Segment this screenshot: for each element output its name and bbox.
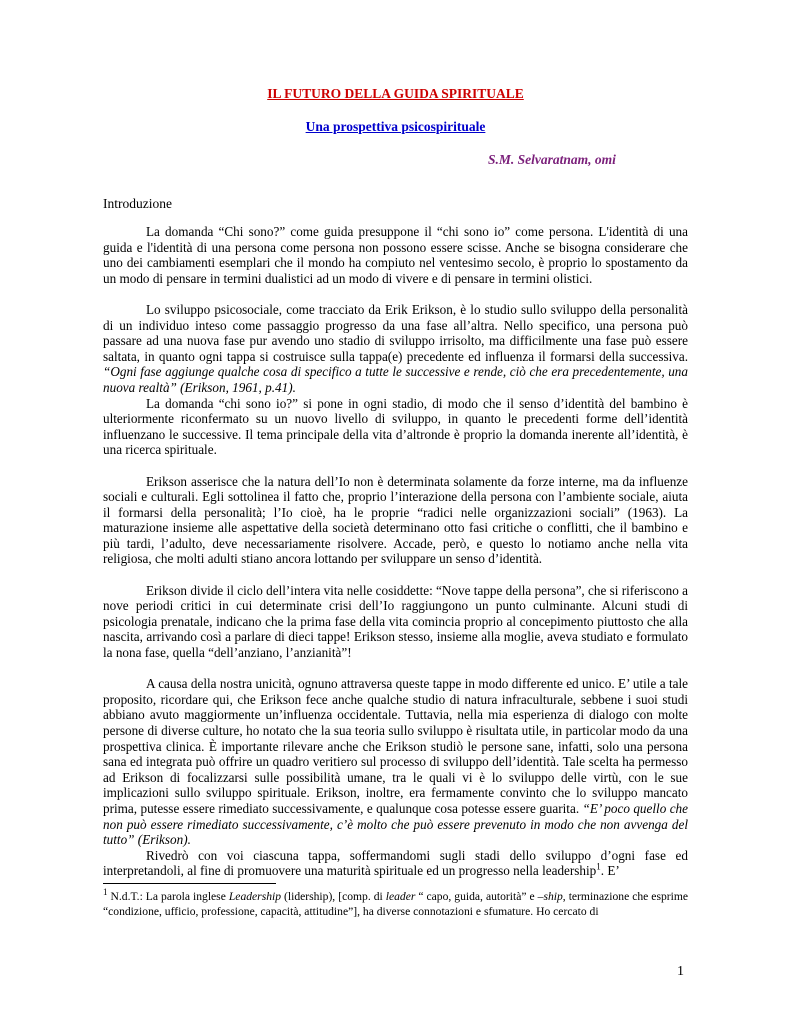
footnote-term: Leadership [228, 890, 282, 903]
document-title: IL FUTURO DELLA GUIDA SPIRITUALE [267, 86, 524, 101]
paragraph: Erikson divide il ciclo dell’intera vita nelle cosiddette: “Nove tappe della persona”, che si riferiscono a nove periodi critici in cui determinate crisi dell’Io raggiungono un punto culminante. Alcuni studi di psicologia prenatale, indicano che la prima fase della vita comincia proprio al concepimento piuttosto che alla nascita, arrivando così a parlare di dieci tappe! Erikson stesso, insieme alla moglie, aveva studiato e formulato la nona fase, quella “dell’anziano, l’anzianità”! [103, 582, 688, 661]
paragraph-text: A causa della nostra unicità, ognuno attraversa queste tappe in modo differente ed unico. E’ utile a tale proposito, ricordare qui, che Erikson fece anche qualche studio di natura infraculturale, sebbene i suoi studi abbiano avuto maggiormente un’influenza occidentale. Tuttavia, nella mia esperienza di dialogo con molte persone di diverse culture, ho notato che la sua teoria sullo sviluppo è risultata utile, in particolar modo da una prospettiva clinica. È importante rilevare anche che Erikson studiò le persone sane, infatti, solo una persona sana ed integrata può offrire un quadro veritiero sul processo di sviluppo dell’identità. Tale scelta ha permesso ad Erikson di focalizzarsi sulle possibilità umane, tra le quali vi è lo sviluppo delle virtù, con le sue implicazioni sullo sviluppo spirituale. Erikson, inoltre, era fermamente convinto che lo sviluppo mancato prima, putesse essere rimediato successivamente, e qualunque cosa potesse essere guarita. [103, 676, 688, 816]
footnote-text: (lidership), [comp. di [281, 890, 386, 903]
paragraph-text: Rivedrò con voi ciascuna tappa, soffermandomi sugli stadi dello sviluppo d’ogni fase ed interpretandoli, al fine di promuovere una maturità spirituale ed un progresso nella leadership [103, 847, 688, 879]
paragraph-text: Lo sviluppo psicosociale, come tracciato da Erik Erikson, è lo studio sullo sviluppo della personalità di un individuo inteso come passaggio progresso da una fase all’altra. Nello specifico, una persona può passare ad una nuova fase pur avendo uno stadio di sviluppo irrisolto, ma difficilmente una fase può essere saltata, in quanto ogni tappa si costruisce sulla tappa(e) precedente ed influenza il formarsi della successiva. [103, 301, 688, 364]
footnote-term: ship [543, 890, 563, 903]
body-text [103, 224, 688, 879]
author-name: S.M. Selvaratnam, omi [488, 152, 616, 167]
paragraph-tail: . E’ [600, 863, 620, 879]
footnote-text: N.d.T.: La parola inglese [107, 890, 229, 903]
paragraph: Erikson asserisce che la natura dell’Io non è determinata solamente da forze interne, ma da influenze sociali e culturali. Egli sottolinea il fatto che, proprio l’interazione della persona con l’ambiente sociale, aiuta il formarsi della personalità; l’Io cioè, ha le proprie “radici nelle organizzazioni sociali” (1963). La maturazione insieme alle aspettative della società determinano otto fasi critiche o conflitti, che il bambino e più tardi, l’adulto, deve necessariamente risolvere. Accade, però, e questo lo notiamo anche nella vita religiosa, che molti adulti stiano ancora lottando per sviluppare un senso d’identità. [103, 473, 688, 567]
paragraph: La domanda “Chi sono?” come guida presuppone il “chi sono io” come persona. L'identità di una guida e l'identità di una persona come persona non possono essere scisse. Anche se bisogna considerare che uno dei cambiamenti esemplari che il mondo ha compiuto nel ventesimo secolo, è proprio lo spostamento da un modo di pensare in termini dualistici ad un modo di vivere e di pensare in termini olistici. [103, 224, 688, 286]
paragraph [103, 848, 688, 879]
paragraph [103, 676, 688, 848]
paragraph: La domanda “chi sono io?” si pone in ogni stadio, di modo che il senso d’identità del bambino è ulteriormente riconfermato su un nuovo livello di sviluppo, in quanto le precedenti forme dell’identità influenzano le successive. Il tema principale della vita d’altronde è proprio la domanda inerente all’identità, è una ricerca spirituale. [103, 395, 688, 458]
paragraph [103, 302, 688, 396]
footnote-reference[interactable]: 1 [596, 861, 601, 872]
section-heading: Introduzione [103, 196, 172, 211]
footnote-marker: 1 [103, 887, 108, 898]
quotation: “E’ poco quello che non può essere rimediato successivamente, c’è molto che può essere prevenuto in modo che non avvenga del tutto” (Erikson). [103, 800, 689, 848]
quotation: “Ogni fase aggiunge qualche cosa di specifico a tutte le successive e rende, ciò che era precedentemente, una nuova realtà” (Erikson, 1961, p.41). [103, 364, 688, 395]
footnote [103, 889, 688, 919]
document-subtitle: Una prospettiva psicospirituale [305, 119, 486, 134]
footnote-term: leader [385, 890, 416, 903]
footnote-text: “ capo, guida, autorità” e – [415, 890, 544, 903]
footnote-separator [103, 883, 276, 884]
page-number: 1 [677, 964, 684, 979]
footnote-text: , terminazione che esprime “condizione, ufficio, professione, capacità, attitudine”], ha diverse connotazioni e sfumature. Ho cercato di [103, 890, 688, 918]
